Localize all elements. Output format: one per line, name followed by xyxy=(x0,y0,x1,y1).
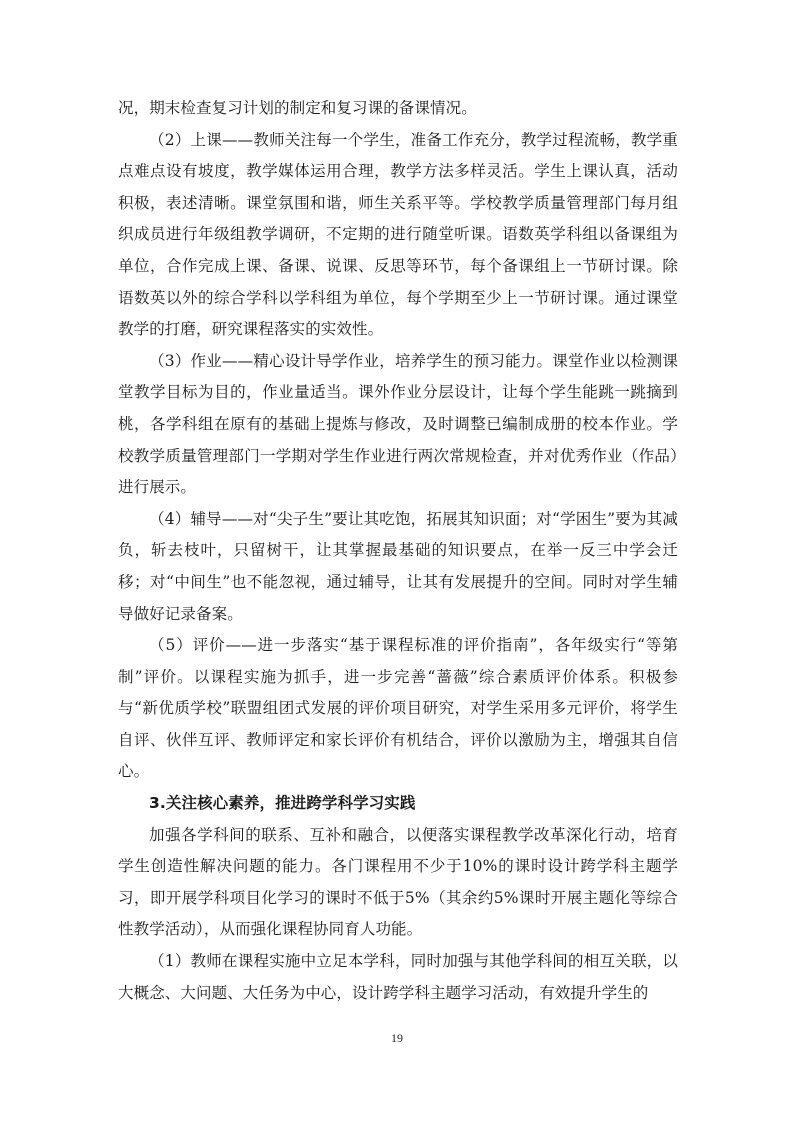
paragraph-tutoring: （4）辅导——对“尖子生”要让其吃饱，拓展其知识面；对“学困生”要为其减负，斩去枝叶，只留树干，让其掌握最基础的知识要点，在举一反三中学会迁移；对“中间生”也不能忽视，通过辅导，让其有发展提升的空间。同时对学生辅导做好记录备案。 xyxy=(118,509,678,623)
page-number: 19 xyxy=(391,1031,403,1045)
paragraph-teacher-practice: （1）教师在课程实施中立足本学科，同时加强与其他学科间的相互关联，以大概念、大问题、大任务为中心，设计跨学科主题学习活动，有效提升学生的 xyxy=(118,952,678,1002)
paragraph-interdisciplinary: 加强各学科间的联系、互补和融合，以便落实课程教学改革深化行动，培育学生创造性解决问题的能力。各门课程用不少于10%的课时设计跨学科主题学习，即开展学科项目化学习的课时不低于5%（其余约5%课时开展主题化等综合性教学活动），从而强化课程协同育人功能。 xyxy=(118,825,678,939)
paragraph-continuation: 况，期末检查复习计划的制定和复习课的备课情况。 xyxy=(118,99,477,117)
paragraph-evaluation: （5）评价——进一步落实“基于课程标准的评价指南”，各年级实行“等第制”评价。以课程实施为抓手，进一步完善“蔷薇”综合素质评价体系。积极参与“新优质学校”联盟组团式发展的评价项目研究，对学生采用多元评价，将学生自评、伙伴互评、教师评定和家长评价有机结合，评价以激励为主，增强其自信心。 xyxy=(118,636,678,781)
paragraph-homework: （3）作业——精心设计导学作业，培养学生的预习能力。课堂作业以检测课堂教学目标为目的，作业量适当。课外作业分层设计，让每个学生能跳一跳摘到桃，各学科组在原有的基础上提炼与修改，及时调整已编制成册的校本作业。学校教学质量管理部门一学期对学生作业进行两次常规检查，并对优秀作业（作品）进行展示。 xyxy=(118,351,678,497)
page-body xyxy=(118,93,678,1009)
section-heading: 3.关注核心素养，推进跨学科学习实践 xyxy=(149,794,416,813)
paragraph-class-teaching: （2）上课——教师关注每一个学生，准备工作充分，教学过程流畅，教学重点难点设有坡度，教学媒体运用合理，教学方法多样灵活。学生上课认真，活动积极，表述清晰。课堂氛围和谐，师生关系平等。学校教学质量管理部门每月组织成员进行年级组教学调研，不定期的进行随堂听课。语数英学科组以备课组为单位，合作完成上课、备课、说课、反思等环节，每个备课组上一节研讨课。除语数英以外的综合学科以学科组为单位，每个学期至少上一节研讨课。通过课堂教学的打磨，研究课程落实的实效性。 xyxy=(118,130,678,339)
